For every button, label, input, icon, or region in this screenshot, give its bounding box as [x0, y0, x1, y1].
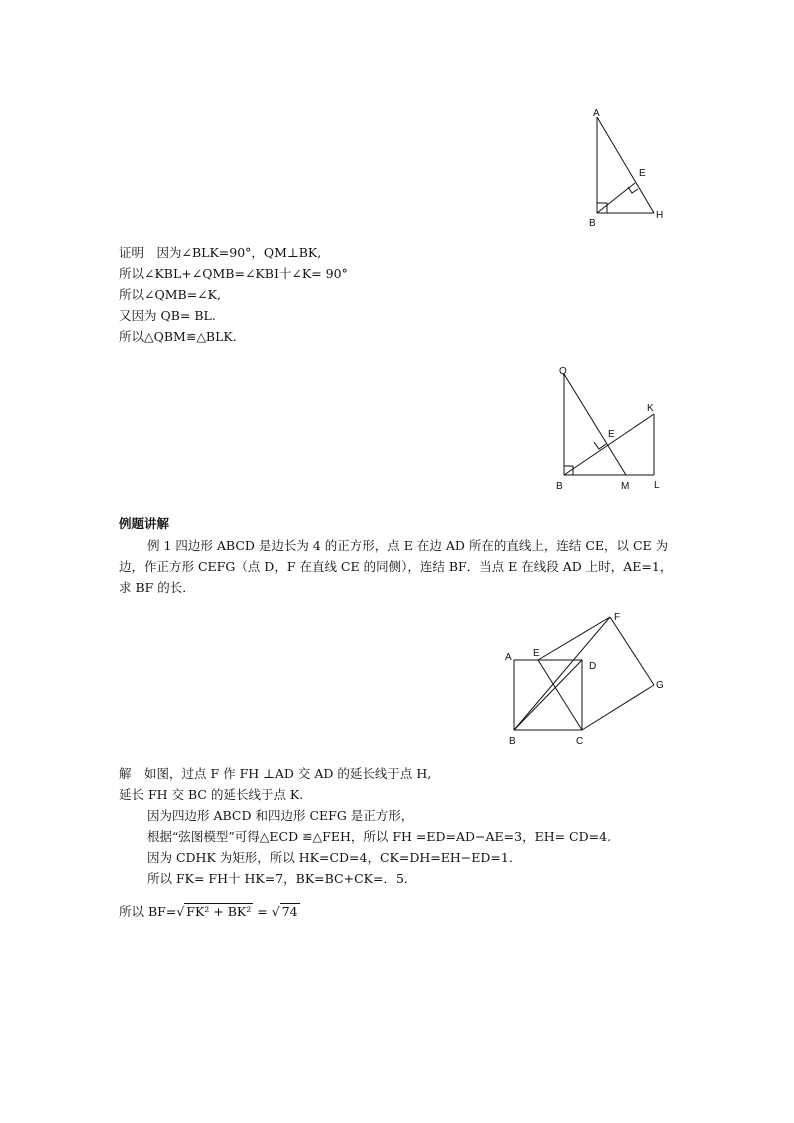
- proof-line-4: 又因为 QB= BL.: [119, 308, 216, 323]
- label-D: D: [589, 661, 597, 672]
- label-E: E: [533, 648, 540, 659]
- figure-squares: [498, 603, 678, 753]
- example-line-2: 边，作正方形 CEFG（点 D，F 在直线 CE 的同侧），连结 BF．当点 E 在线段 AD 上时，AE=1，: [119, 559, 673, 574]
- label-H: H: [656, 210, 664, 221]
- proof-line-1: 证明 因为∠BLK=90°，QM⊥BK,: [119, 245, 322, 260]
- label-A: A: [505, 652, 512, 663]
- label-E: E: [608, 429, 615, 440]
- example-line-3: 求 BF 的长．: [119, 580, 195, 595]
- label-A: A: [593, 108, 600, 119]
- label-M: M: [621, 481, 630, 492]
- label-B: B: [509, 736, 516, 747]
- example-line-1: 例 1 四边形 ABCD 是边长为 4 的正方形，点 E 在边 AD 所在的直线上，连结 CE，以 CE 为: [147, 538, 669, 553]
- figure-qbmlk: [552, 362, 672, 497]
- sqrt-expression: √ FK² + BK²: [176, 904, 252, 919]
- final-prefix: 所以 BF=: [119, 904, 177, 919]
- solution-line-5: 因为 CDHK 为矩形，所以 HK=CD=4，CK=DH=EH−ED=1.: [147, 850, 513, 865]
- final-equals: =: [257, 904, 268, 919]
- final-result: 74: [281, 904, 298, 919]
- solution-final-line: [119, 903, 300, 921]
- final-radicand: FK² + BK²: [186, 904, 252, 919]
- sqrt-result: √ 74: [271, 904, 298, 919]
- label-B: B: [589, 218, 596, 229]
- solution-line-3: 因为四边形 ABCD 和四边形 CEFG 是正方形，: [147, 808, 414, 823]
- section-heading: 例题讲解: [119, 516, 170, 531]
- label-E: E: [639, 168, 646, 179]
- solution-line-1: 解 如图，过点 F 作 FH ⊥AD 交 AD 的延长线于点 H,: [119, 766, 432, 781]
- solution-line-6: 所以 FK= FH十 HK=7，BK=BC+CK=．5.: [147, 871, 408, 886]
- proof-line-3: 所以∠QMB=∠K,: [119, 287, 221, 302]
- label-F: F: [614, 612, 621, 623]
- proof-line-5: 所以△QBM≌△BLK.: [119, 329, 237, 344]
- solution-line-2: 延长 FH 交 BC 的延长线于点 K.: [119, 787, 304, 802]
- figure-triangle-abh: [580, 105, 680, 230]
- solution-line-4: 根据“弦图模型”可得△ECD ≌△FEH，所以 FH =ED=AD−AE=3，EH= CD=4.: [147, 829, 612, 844]
- label-B: B: [556, 481, 563, 492]
- label-L: L: [654, 480, 660, 491]
- proof-line-2: 所以∠KBL+∠QMB=∠KBI十∠K= 90°: [119, 266, 348, 281]
- label-Q: Q: [559, 366, 567, 377]
- label-C: C: [576, 736, 584, 747]
- label-G: G: [656, 680, 664, 691]
- label-K: K: [647, 403, 654, 414]
